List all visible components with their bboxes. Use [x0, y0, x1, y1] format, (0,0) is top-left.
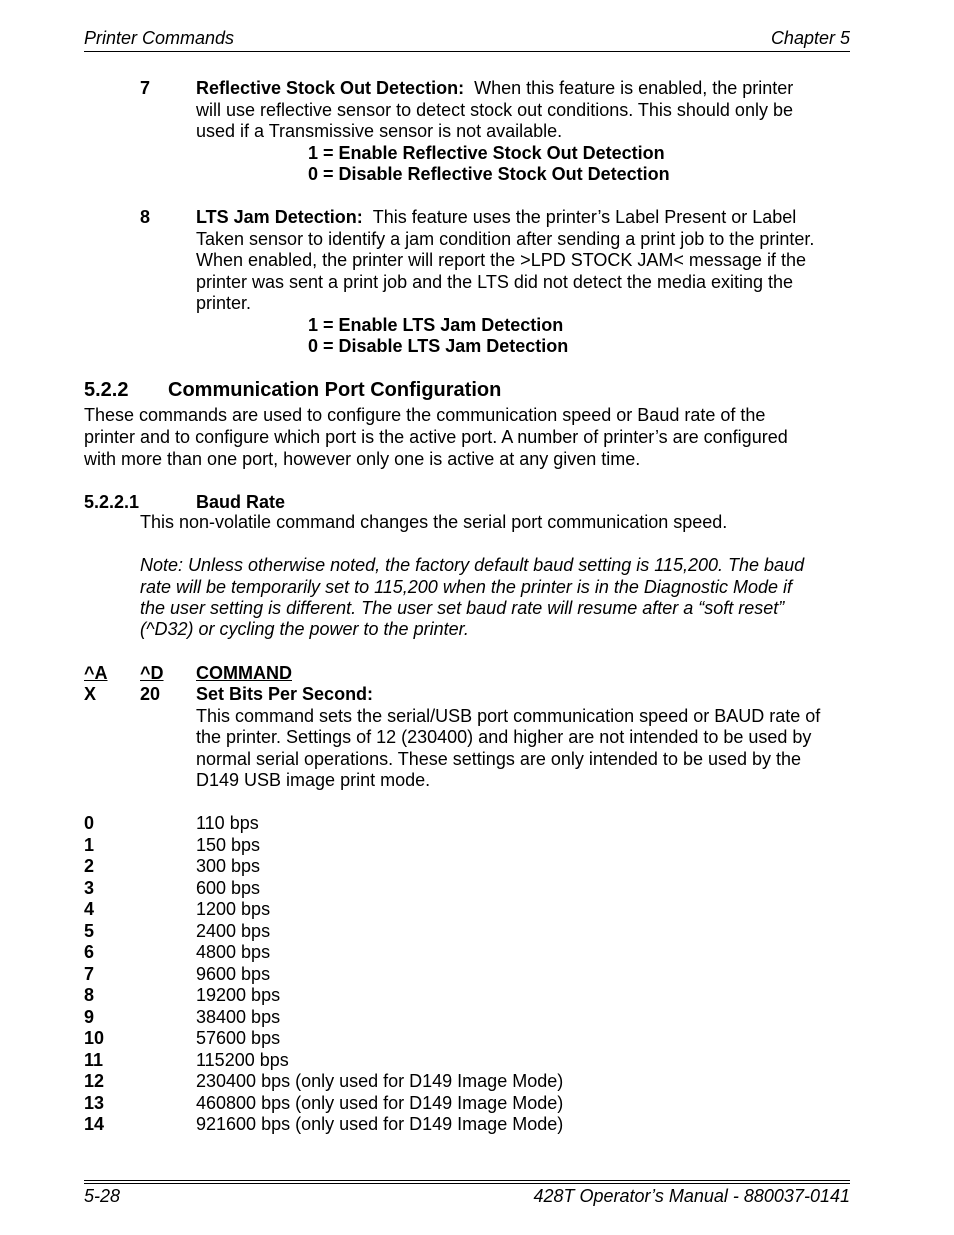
command-desc-line: normal serial operations. These settings are only intended to be used by the	[196, 749, 802, 769]
baud-code: 12	[84, 1071, 105, 1091]
note-line: (^D32) or cycling the power to the printer.	[140, 619, 469, 639]
footer-rule	[84, 1180, 850, 1181]
baud-rate-value: 921600 bps (only used for D149 Image Mode)	[196, 1114, 564, 1134]
item-line	[196, 78, 793, 100]
header-right: Chapter 5	[770, 28, 850, 48]
baud-code: 11	[84, 1050, 104, 1070]
item-number: 8	[140, 207, 151, 227]
section-text-line: with more than one port, however only one is active at any given time.	[84, 449, 641, 469]
note-line: rate will be temporarily set to 115,200 when the printer is in the Diagnostic Mode if	[140, 577, 792, 597]
header-rule	[84, 51, 850, 52]
baud-code: 3	[84, 878, 95, 898]
baud-rate-value: 38400 bps	[196, 1007, 281, 1027]
item-line: Taken sensor to identify a jam condition after sending a print job to the printer.	[196, 229, 815, 249]
command-desc-line: D149 USB image print mode.	[196, 770, 431, 790]
baud-rate-value: 115200 bps	[196, 1050, 289, 1070]
footer-rule-2	[84, 1183, 850, 1184]
option-enable: 1 = Enable Reflective Stock Out Detection	[308, 143, 665, 163]
baud-code: 8	[84, 985, 95, 1005]
command-desc-line: the printer. Settings of 12 (230400) and higher are not intended to be used by	[196, 727, 812, 747]
baud-code: 5	[84, 921, 95, 941]
subsection-number: 5.2.2.1	[84, 492, 140, 512]
subsection-desc: This non-volatile command changes the serial port communication speed.	[140, 512, 728, 532]
command-desc-line: This command sets the serial/USB port communication speed or BAUD rate of	[196, 706, 821, 726]
baud-rate-value: 230400 bps (only used for D149 Image Mode)	[196, 1071, 564, 1091]
baud-code: 6	[84, 942, 95, 962]
subsection-title: Baud Rate	[196, 492, 286, 512]
item-line: will use reflective sensor to detect stock out conditions. This should only be	[196, 100, 793, 120]
option-enable: 1 = Enable LTS Jam Detection	[308, 315, 564, 335]
item-line	[196, 207, 796, 229]
baud-rate-value: 9600 bps	[196, 964, 271, 984]
option-disable: 0 = Disable LTS Jam Detection	[308, 336, 569, 356]
col-header-a: ^A	[84, 663, 108, 683]
baud-rate-value: 110 bps	[196, 813, 259, 833]
item-number: 7	[140, 78, 151, 98]
baud-rate-value: 460800 bps (only used for D149 Image Mode)	[196, 1093, 564, 1113]
manual-title: 428T Operator’s Manual - 880037-0141	[533, 1186, 850, 1206]
option-disable: 0 = Disable Reflective Stock Out Detection	[308, 164, 670, 184]
item-text: This feature uses the printer’s Label Present or Label	[372, 207, 797, 227]
baud-code: 14	[84, 1114, 105, 1134]
item-line: printer.	[196, 293, 252, 313]
header-left: Printer Commands	[84, 28, 235, 48]
item-text: When this feature is enabled, the printer	[474, 78, 794, 98]
baud-rate-value: 19200 bps	[196, 985, 281, 1005]
section-number: 5.2.2	[84, 379, 129, 401]
baud-rate-value: 150 bps	[196, 835, 261, 855]
section-title: Communication Port Configuration	[168, 379, 502, 401]
baud-code: 1	[84, 835, 95, 855]
note-line: the user setting is different. The user set baud rate will resume after a “soft reset”	[140, 598, 785, 618]
command-d-value: 20	[140, 684, 161, 704]
baud-rate-value: 600 bps	[196, 878, 261, 898]
baud-code: 10	[84, 1028, 105, 1048]
item-line: printer was sent a print job and the LTS did not detect the media exiting the	[196, 272, 794, 292]
item-line: used if a Transmissive sensor is not available.	[196, 121, 563, 141]
item-line: When enabled, the printer will report the >LPD STOCK JAM< message if the	[196, 250, 806, 270]
col-header-d: ^D	[140, 663, 164, 683]
section-text-line: These commands are used to configure the communication speed or Baud rate of the	[84, 405, 766, 425]
baud-code: 2	[84, 856, 95, 876]
baud-code: 13	[84, 1093, 105, 1113]
command-a-value: X	[84, 684, 97, 704]
item-title: LTS Jam Detection:	[196, 207, 363, 227]
item-title: Reflective Stock Out Detection:	[196, 78, 465, 98]
baud-code: 0	[84, 813, 95, 833]
baud-rate-value: 300 bps	[196, 856, 261, 876]
baud-code: 9	[84, 1007, 95, 1027]
note-line: Note: Unless otherwise noted, the factory default baud setting is 115,200. The baud	[140, 555, 805, 575]
baud-rate-value: 4800 bps	[196, 942, 271, 962]
col-header-command: COMMAND	[196, 663, 292, 683]
section-text-line: printer and to configure which port is the active port. A number of printer’s are configured	[84, 427, 788, 447]
baud-rate-value: 1200 bps	[196, 899, 271, 919]
baud-code: 4	[84, 899, 95, 919]
page-number: 5-28	[84, 1186, 121, 1206]
baud-code: 7	[84, 964, 95, 984]
command-name: Set Bits Per Second:	[196, 684, 374, 704]
baud-rate-value: 57600 bps	[196, 1028, 281, 1048]
baud-rate-value: 2400 bps	[196, 921, 271, 941]
